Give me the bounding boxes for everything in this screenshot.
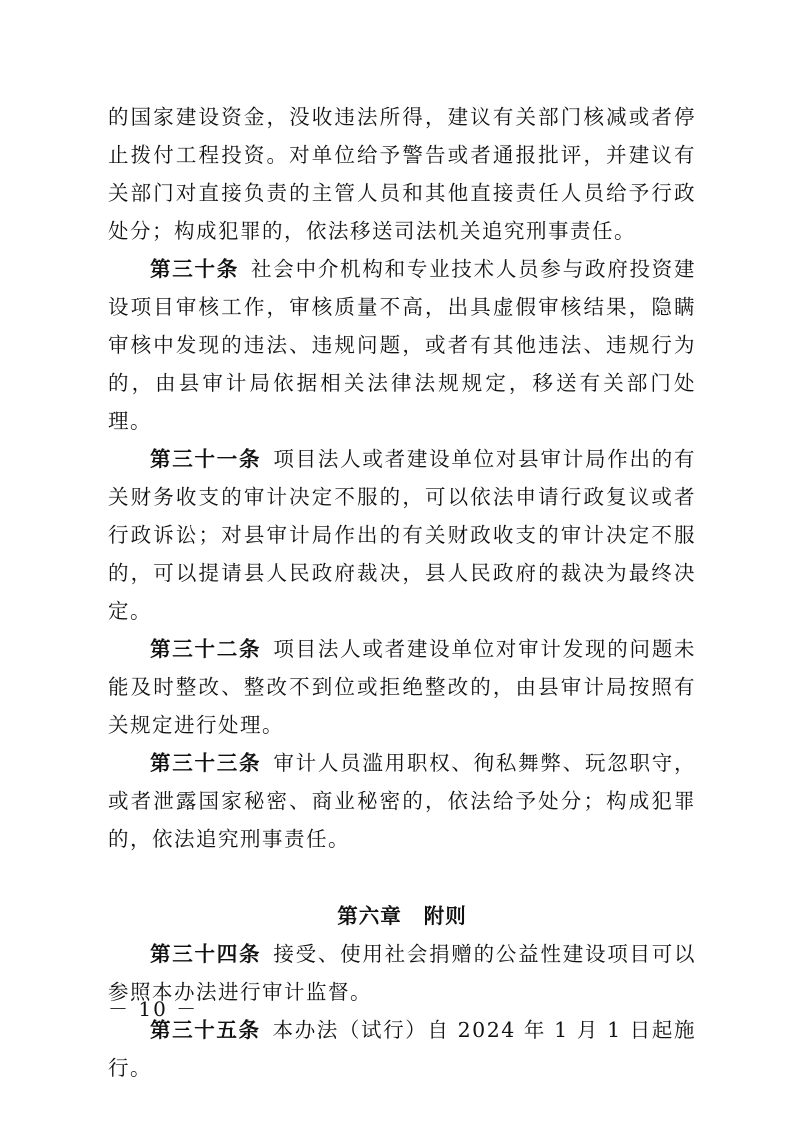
article-text: 项目法人或者建设单位对县审计局作出的有关财务收支的审计决定不服的，可以依法申请行政复议或者行政诉讼；对县审计局作出的有关财政收支的审计决定不服的，可以提请县人民政府裁决，县人民政府的裁决为最终决定。 [108, 447, 697, 623]
article-number: 第三十一条 [150, 447, 262, 471]
article-31 [108, 440, 696, 630]
article-number: 第三十二条 [150, 637, 262, 661]
article-number: 第三十条 [150, 257, 240, 281]
paragraph-continuation [108, 98, 696, 250]
article-number: 第三十五条 [150, 1018, 261, 1042]
article-32 [108, 630, 696, 744]
paragraph-text: 的国家建设资金，没收违法所得，建议有关部门核减或者停止拨付工程投资。对单位给予警告或者通报批评，并建议有关部门对直接负责的主管人员和其他直接责任人员给予行政处分；构成犯罪的，依法移送司法机关追究刑事责任。 [108, 105, 696, 243]
chapter-heading [108, 897, 696, 935]
chapter-title: 附则 [423, 904, 467, 928]
article-text: 接受、使用社会捐赠的公益性建设项目可以参照本办法进行审计监督。 [108, 942, 697, 1004]
article-number: 第三十四条 [150, 942, 262, 966]
article-33 [108, 744, 696, 858]
article-text: 社会中介机构和专业技术人员参与政府投资建设项目审核工作，审核质量不高，出具虚假审核结果，隐瞒审核中发现的违法、违规问题，或者有其他违法、违规行为的，由县审计局依据相关法律法规规定，移送有关部门处理。 [108, 257, 697, 433]
article-text: 项目法人或者建设单位对审计发现的问题未能及时整改、整改不到位或拒绝整改的，由县审计局按照有关规定进行处理。 [108, 637, 697, 737]
article-30 [108, 250, 696, 440]
chapter-number: 第六章 [337, 904, 402, 928]
article-text: 审计人员滥用职权、徇私舞弊、玩忽职守，或者泄露国家秘密、商业秘密的，依法给予处分；构成犯罪的，依法追究刑事责任。 [108, 751, 697, 851]
body-text [108, 98, 696, 1087]
page-number: － 10 － [108, 997, 199, 1021]
article-35 [108, 1011, 696, 1087]
article-number: 第三十三条 [150, 751, 262, 775]
article-text: 本办法（试行）自 2024 年 1 月 1 日起施行。 [108, 1018, 696, 1080]
